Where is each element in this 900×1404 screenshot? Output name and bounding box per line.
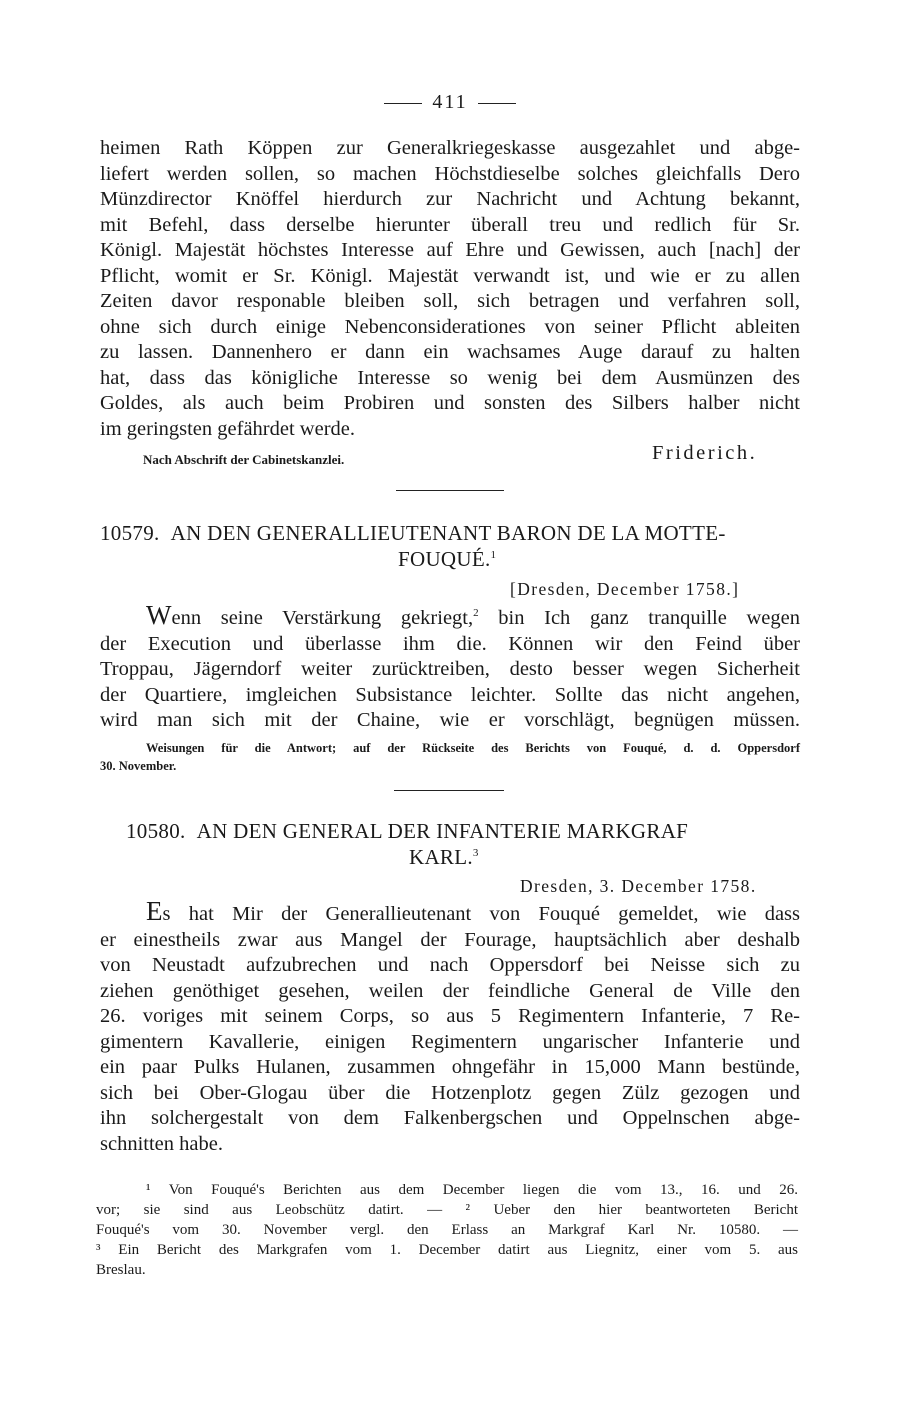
initial-letter: W <box>146 600 172 630</box>
text-fragment: s hat Mir der Generallieutenant von Fouqué gemeldet, wie dass <box>162 903 800 925</box>
text-line: liefert werden sollen, so machen Höchstdieselbe solches gleichfalls Dero <box>100 162 800 185</box>
text-line: ohne sich durch einige Nebenconsiderationes von seiner Pflicht ableiten <box>100 315 800 338</box>
text-line: der Quartiere, imgleichen Subsistance leichter. Sollte das nicht angehen, <box>100 683 800 706</box>
footnote-line: ¹ Von Fouqué's Berichten aus dem December liegen die vom 13., 16. und 26. <box>146 1182 798 1198</box>
text-line: ziehen genöthiget gesehen, weilen der feindliche General de Ville den <box>100 979 800 1002</box>
letter-number: 10580. <box>126 819 186 843</box>
text-fragment: bin Ich ganz tranquille wegen <box>498 607 800 629</box>
text-line: Zeiten davor responable bleiben soll, sich betragen und verfahren soll, <box>100 290 800 312</box>
text-fragment: enn seine Verstärkung gekriegt, <box>171 607 474 629</box>
text-line: hat, dass das königliche Interesse so wenig bei dem Ausmünzen des <box>100 366 800 389</box>
text-line: schnitten habe. <box>100 1132 223 1155</box>
text-line: wird man sich mit der Chaine, wie er vorschlägt, begnügen müssen. <box>100 709 800 731</box>
letter-number: 10579. <box>100 521 160 545</box>
footnote-ref: 2 <box>473 607 479 620</box>
footnote-line: ³ Ein Bericht des Markgrafen vom 1. December datirt aus Liegnitz, einer vom 5. aus <box>96 1242 798 1258</box>
letter-heading <box>126 818 688 844</box>
text-line: gimentern Kavallerie, einigen Regimentern ungarischer Infanterie und <box>100 1030 800 1053</box>
footnote-ref: 3 <box>472 847 479 859</box>
dateline: Dresden, 3. December 1758. <box>520 876 757 896</box>
dateline: [Dresden, December 1758.] <box>510 579 740 599</box>
text-line: der Execution und überlasse ihm die. Können wir den Feind über <box>100 632 800 655</box>
footnote-ref: 1 <box>490 549 497 561</box>
page-number: 411 <box>432 91 468 113</box>
page-header <box>0 88 900 116</box>
text-line: Goldes, als auch beim Probiren und sonsten des Silbers halber nicht <box>100 392 800 414</box>
letter-addressee-cont: KARL. <box>409 845 473 869</box>
footnote-line: vor; sie sind aus Leobschütz datirt. — ² Ueber den hier beantworteten Bericht <box>96 1202 798 1218</box>
text-line: heimen Rath Köppen zur Generalkriegeskasse ausgezahlet und abge- <box>100 137 800 159</box>
source-note: Nach Abschrift der Cabinetskanzlei. <box>143 452 345 467</box>
header-dash-right <box>478 103 516 104</box>
editorial-note: Weisungen für die Antwort; auf der Rückseite des Berichts von Fouqué, d. d. Oppersdorf <box>146 741 800 755</box>
letter-heading-cont <box>409 844 479 870</box>
footnote-line: Fouqué's vom 30. November vergl. den Erlass an Markgraf Karl Nr. 10580. — <box>96 1222 798 1238</box>
letter-addressee: AN DEN GENERALLIEUTENANT BARON DE LA MOTTE- <box>170 521 726 545</box>
section-divider <box>396 490 504 491</box>
text-line <box>146 896 800 928</box>
letter-heading-cont <box>398 546 496 572</box>
section-divider <box>394 790 504 791</box>
text-line: 26. voriges mit seinem Corps, so aus 5 Regimentern Infanterie, 7 Re- <box>100 1005 800 1027</box>
text-line: er einestheils zwar aus Mangel der Fourage, hauptsächlich aber deshalb <box>100 928 800 951</box>
text-line: mit Befehl, dass derselbe hierunter überall treu und redlich für Sr. <box>100 213 800 236</box>
initial-letter: E <box>146 896 163 926</box>
footnote-line: Breslau. <box>96 1262 146 1278</box>
text-line: Troppau, Jägerndorf weiter zurücktreiben, desto besser wegen Sicherheit <box>100 658 800 680</box>
text-line: im geringsten gefährdet werde. <box>100 417 356 440</box>
signature: Friderich. <box>652 442 758 464</box>
text-line: ihn solchergestalt von dem Falkenbergschen und Oppelnschen abge- <box>100 1107 800 1129</box>
text-line: sich bei Ober-Glogau über die Hotzenplotz gegen Zülz gezogen und <box>100 1081 800 1104</box>
header-dash-left <box>384 103 422 104</box>
letter-addressee-cont: FOUQUÉ. <box>398 547 491 571</box>
letter-heading <box>100 520 726 546</box>
text-line <box>146 600 800 632</box>
text-line: ein paar Pulks Hulanen, zusammen ohngefähr in 15,000 Mann bestünde, <box>100 1056 800 1078</box>
editorial-note-cont: 30. November. <box>100 759 177 773</box>
letter-addressee: AN DEN GENERAL DER INFANTERIE MARKGRAF <box>196 819 689 843</box>
text-line: von Neustadt aufzubrechen und nach Oppersdorf bei Neisse sich zu <box>100 954 800 976</box>
text-line: Königl. Majestät höchstes Interesse auf Ehre und Gewissen, auch [nach] der <box>100 239 800 261</box>
text-line: zu lassen. Dannenhero er dann ein wachsames Auge darauf zu halten <box>100 341 800 363</box>
text-line: Münzdirector Knöffel hierdurch zur Nachricht und Achtung bekannt, <box>100 188 800 210</box>
text-line: Pflicht, womit er Sr. Königl. Majestät verwandt ist, und wie er zu allen <box>100 264 800 287</box>
